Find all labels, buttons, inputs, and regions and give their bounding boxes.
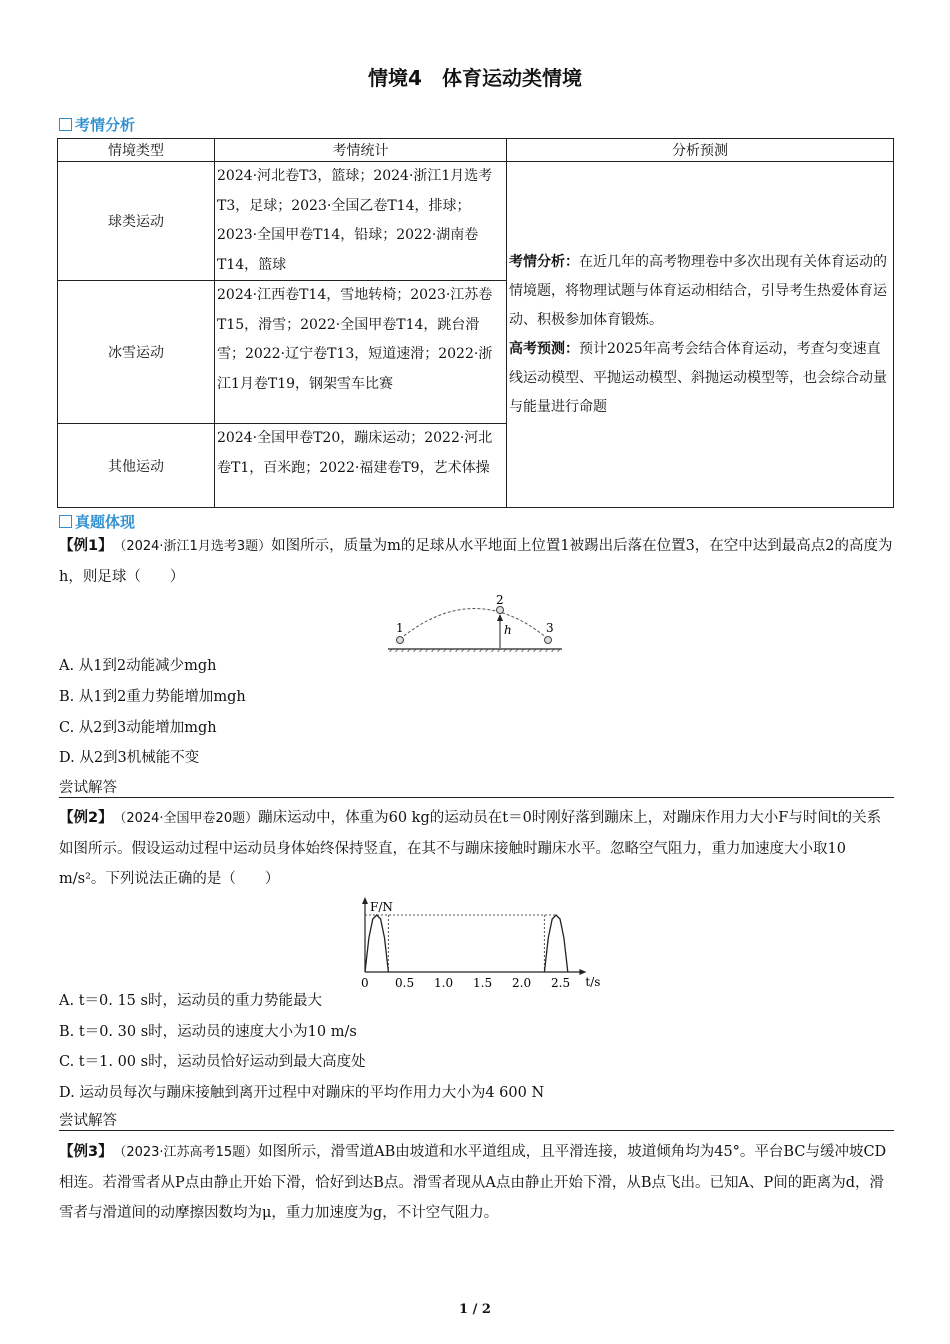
row-type: 球类运动 — [58, 162, 215, 281]
try-answer-line — [59, 779, 894, 798]
label-height: h — [504, 623, 512, 637]
ball-position-2 — [497, 607, 504, 614]
football-trajectory-figure — [380, 592, 570, 652]
x-tick-label: 2.5 — [551, 976, 571, 990]
x-tick-label: 1.5 — [473, 976, 493, 990]
option-d: D. 运动员每次与蹦床接触到离开过程中对蹦床的平均作用力大小为4 600 N — [59, 1085, 545, 1101]
checkbox-square-icon — [59, 515, 72, 528]
example-label: 【例1】 — [59, 538, 106, 554]
arrow-head-icon — [497, 614, 503, 621]
y-axis-arrow-icon — [362, 897, 368, 904]
example-text: 如图所示，质量为m的足球从水平地面上位置1被踢出后落在位置3，在空中达到最高点2的高度为h，则足球（ ） — [59, 538, 893, 585]
exam-statistics-table — [57, 138, 894, 508]
page-title: 情境4 体育运动类情境 — [368, 66, 582, 90]
option-b: B. 从1到2重力势能增加mgh — [59, 689, 246, 705]
option-a: A. 从1到2动能减少mgh — [59, 658, 217, 674]
checkbox-square-icon — [59, 118, 72, 131]
section-heading-real-questions — [59, 511, 135, 532]
row-type: 冰雪运动 — [58, 281, 215, 424]
example-text: 蹦床运动中，体重为60 kg的运动员在t＝0时刚好落到蹦床上，对蹦床作用力大小F与时间t的关系如图所示。假设运动过程中运动员身体始终保持竖直，在其不与蹦床接触时蹦床水平。忽略空气阻力，重力加速度大小取10 m/s²。下列说法正确的是（ ） — [59, 810, 882, 887]
table-header-row — [58, 139, 894, 162]
section-heading-analysis — [59, 114, 135, 135]
example-label: 【例3】 — [59, 1144, 106, 1160]
example-text: 如图所示，滑雪道AB由坡道和水平道组成，且平滑连接，坡道倾角均为45°。平台BC与缓冲坡CD相连。若滑雪者从P点由静止开始下滑，恰好到达B点。滑雪者现从A点由静止开始下滑，从B点飞出。已知A、P间的距离为d，滑雪者与滑道间的动摩擦因数均为μ，重力加速度为g，不计空气阻力。 — [59, 1144, 887, 1221]
label-position-3: 3 — [546, 621, 554, 635]
example-1-stem — [59, 531, 894, 592]
forecast-text: 预计2025年高考会结合体育运动，考查匀变速直线运动模型、平抛运动模型、斜抛运动模型等，也会综合动量与能量进行命题 — [509, 340, 887, 415]
example-source: （2024·全国甲卷20题） — [119, 811, 259, 826]
table-row — [58, 162, 894, 281]
page-number: 1 / 2 — [459, 1302, 491, 1317]
y-axis-label: F/N — [370, 900, 393, 914]
series-line-1 — [365, 915, 388, 972]
forecast-label: 高考预测： — [509, 340, 579, 357]
row-stats: 2024·河北卷T3，篮球；2024·浙江1月选考T3，足球；2023·全国乙卷T14，排球；2023·全国甲卷T14，铅球；2022·湖南卷T14，篮球 — [215, 162, 507, 281]
header-forecast: 分析预测 — [507, 139, 894, 162]
x-tick-label: 0 — [361, 976, 369, 990]
row-stats: 2024·江西卷T14，雪地转椅；2023·江苏卷T15，滑雪；2022·全国甲卷T14，跳台滑雪；2022·辽宁卷T13，短道速滑；2022·浙江1月卷T19，钢架雪车比赛 — [215, 281, 507, 424]
example-3-stem — [59, 1137, 894, 1228]
x-tick-label: 1.0 — [434, 976, 454, 990]
row-type: 其他运动 — [58, 424, 215, 508]
section-heading-text: 真题体现 — [75, 513, 136, 531]
analysis-cell — [507, 162, 894, 508]
ball-position-1 — [397, 637, 404, 644]
analysis-text: 在近几年的高考物理卷中多次出现有关体育运动的情境题，将物理试题与体育运动相结合，引导考生热爱体育运动、积极参加体育锻炼。 — [509, 253, 887, 328]
try-answer-label: 尝试解答 — [59, 1113, 117, 1129]
example-source: （2024·浙江1月选考3题） — [119, 539, 272, 554]
option-c: C. t＝1. 00 s时，运动员恰好运动到最大高度处 — [59, 1054, 366, 1070]
option-c: C. 从2到3动能增加mgh — [59, 720, 217, 736]
option-d: D. 从2到3机械能不变 — [59, 750, 200, 766]
trajectory-curve — [400, 609, 548, 640]
x-axis-label: t/s — [585, 975, 600, 989]
label-position-2: 2 — [496, 593, 504, 607]
analysis-label: 考情分析： — [509, 253, 579, 270]
example-label: 【例2】 — [59, 810, 106, 826]
example-2-stem — [59, 803, 894, 894]
option-b: B. t＝0. 30 s时，运动员的速度大小为10 m/s — [59, 1024, 357, 1040]
try-answer-line — [59, 1112, 894, 1131]
label-position-1: 1 — [396, 621, 404, 635]
option-a: A. t＝0. 15 s时，运动员的重力势能最大 — [59, 993, 322, 1009]
row-stats: 2024·全国甲卷T20，蹦床运动；2022·河北卷T1，百米跑；2022·福建卷T9，艺术体操 — [215, 424, 507, 508]
ball-position-3 — [545, 637, 552, 644]
header-type: 情境类型 — [58, 139, 215, 162]
example-source: （2023·江苏高考15题） — [119, 1145, 259, 1160]
section-heading-text: 考情分析 — [75, 116, 136, 134]
force-time-chart — [350, 895, 600, 990]
x-tick-label: 0.5 — [395, 976, 415, 990]
header-stats: 考情统计 — [215, 139, 507, 162]
x-tick-label: 2.0 — [512, 976, 532, 990]
series-line-2 — [544, 915, 567, 972]
try-answer-label: 尝试解答 — [59, 780, 117, 796]
